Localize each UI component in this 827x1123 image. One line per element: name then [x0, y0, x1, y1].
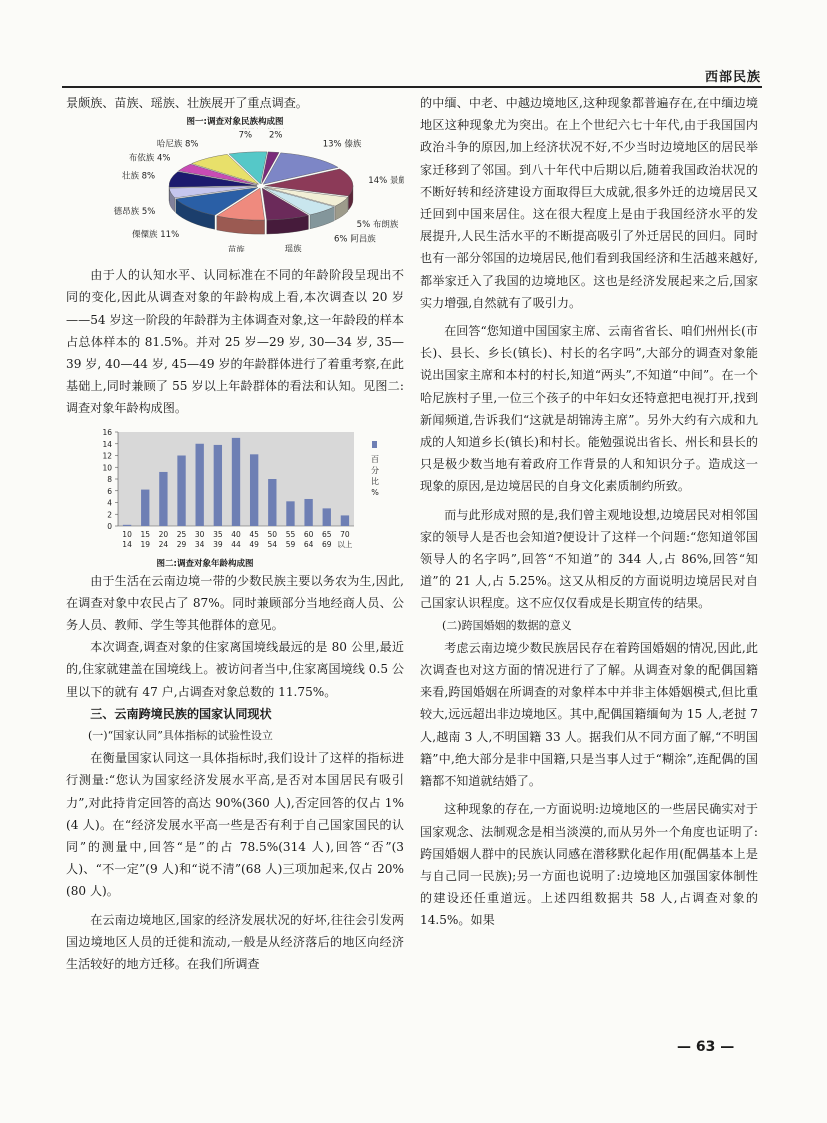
pie-label-name: 傣族: [344, 139, 362, 150]
figure-2: [66, 426, 404, 558]
x-tick-label: 40: [231, 529, 241, 539]
x-tick-label: 20: [158, 529, 169, 539]
paragraph: 由于生活在云南边境一带的少数民族主要以务农为生,因此,在调查对象中农民占了 87%。同时兼顾部分当地经商人员、公务人员、教师、学生等其他群体的意见。: [66, 573, 404, 633]
figure-1-caption: 图一:调查对象民族构成图: [186, 117, 284, 128]
pie-label-name: 哈尼族: [156, 139, 186, 150]
pie-label-percent: 7%: [238, 130, 253, 141]
bar: [286, 501, 294, 526]
pie-label: [323, 139, 362, 150]
pie-label: [157, 139, 199, 150]
x-tick-label: 35: [213, 529, 223, 539]
bar: [250, 454, 258, 526]
paragraph: 景颇族、苗族、瑶族、壮族展开了重点调查。: [66, 96, 308, 110]
pie-label: [368, 175, 404, 186]
pie-label-name: 苗族: [227, 245, 245, 253]
paragraph: 这种现象的存在,一方面说明:边境地区的一些居民确实对于国家观念、法制观念是相当淡漠的,而从另外一个角度也证明了:跨国婚姻人群中的民族认同感在潜移默化起作用(配偶基本上是与自己同一民族);另一方面也说明了:边境地区加强国家体制性的建设还任重道远。上述四组数据共 58 人,占调查对象的 14.5%。如果: [420, 802, 758, 928]
pie-label-name: 阿昌族: [350, 234, 376, 245]
pie-label: [357, 219, 399, 230]
x-tick-label: 50: [267, 529, 278, 539]
pie-label: [334, 234, 376, 245]
x-tick-label: 45: [249, 529, 259, 539]
x-tick-label: 49: [249, 539, 259, 549]
x-tick-label: 39: [213, 539, 223, 549]
x-tick-label: 64: [303, 539, 314, 549]
x-tick-label: 60: [303, 529, 314, 539]
subsection-heading: (二)跨国婚姻的数据的意义: [442, 618, 572, 632]
x-tick-label: 54: [267, 539, 278, 549]
x-tick-label: 65: [321, 529, 332, 539]
x-tick-label: 25: [176, 529, 187, 539]
legend-label: 比: [371, 476, 379, 486]
pie-label-percent: 6%: [334, 234, 351, 245]
paragraph: 在衡量国家认同这一具体指标时,我们设计了这样的指标进行测量:“您认为国家经济发展水平高,是否对本国居民有吸引力”,对此持肯定回答的高达 90%(360 人),否定回答的仅占 1%(4 人)。在“经济发展水平高一些是否有利于自己国家国民的认同”的测量中,回答“是”的占 78.5%(314 人),回答“否”(3 人)、“不一定”(9 人)和“说不清”(68 人)三项加起来,仅占 20%(80 人)。: [66, 751, 404, 899]
legend-label: 分: [371, 465, 379, 475]
y-tick-label: 6: [107, 486, 112, 496]
y-tick-label: 10: [102, 462, 112, 472]
bar: [214, 445, 222, 526]
pie-label-percent: 5%: [356, 220, 373, 231]
pie-label-name: 壮族: [121, 171, 142, 182]
pie-label-percent: 2%: [269, 130, 283, 141]
x-tick-label: 29: [176, 539, 187, 549]
pie-label: [114, 206, 156, 217]
x-tick-label: 44: [231, 539, 241, 549]
legend-label: %: [371, 487, 379, 497]
pie-label-name: 傈僳族: [132, 230, 161, 241]
x-tick-label: 24: [158, 539, 169, 549]
pie-label: [122, 171, 155, 182]
x-tick-label: 34: [194, 539, 205, 549]
pie-label-percent: 13%: [322, 139, 345, 150]
pie-label-name: 布朗族: [372, 220, 399, 231]
bar: [196, 443, 204, 525]
left-column: [66, 92, 404, 975]
x-tick-label: 59: [285, 539, 296, 549]
bar: [341, 515, 349, 526]
bar: [323, 508, 331, 526]
y-tick-label: 0: [107, 521, 112, 531]
bar: [268, 479, 276, 526]
pie-label-name: 瑶族: [284, 244, 302, 253]
paragraph: 在回答“您知道中国国家主席、云南省省长、咱们州州长(市长)、县长、乡长(镇长)、村长的名字吗”,大部分的调查对象能说出国家主席和本村的村长,知道“两头”,不知道“中间”。在一个哈尼族村子里,一位三个孩子的中年妇女还特意把电视打开,找到新闻频道,告诉我们“这就是胡锦涛主席”。另外大约有六成和九成的人知道乡长(镇长)和村长。能勉强说出省长、州长和县长的只是极少数当地有着政府工作背景的人和知识分子。造成这一现象的原因,是边境居民的自身文化素质制约所致。: [420, 324, 758, 494]
y-tick-label: 16: [102, 427, 112, 437]
pie-chart: [66, 128, 404, 252]
subsection-heading: (一)“国家认同”具体指标的试验性设立: [88, 729, 273, 743]
y-tick-label: 8: [107, 474, 112, 484]
pie-label-name: 景颇: [389, 176, 404, 187]
x-tick-label: 14: [122, 539, 132, 549]
legend-label: 百: [371, 454, 379, 464]
bar: [159, 472, 167, 526]
paragraph: 由于人的认知水平、认同标准在不同的年龄阶段呈现出不同的变化,因此从调查对象的年龄构成上看,本次调查以 20 岁——54 岁这一阶段的年龄群为主体调查对象,这一年龄段的样本占总体样本的 81.5%。并对 25 岁—29 岁, 30—34 岁, 35—39 岁, 40—44 岁, 45—49 岁的年龄群体进行了着重考察,在此基础上,同时兼顾了 55 岁以上年龄群体的看法和认知。见图二:调查对象年龄构成图。: [66, 268, 404, 416]
journal-name: 西部民族: [704, 70, 761, 85]
x-tick-label: 15: [140, 529, 151, 539]
x-tick-label: 30: [194, 529, 205, 539]
y-tick-label: 14: [102, 439, 112, 449]
pie-label-percent: 8%: [185, 139, 199, 150]
x-tick-label: 以上: [337, 539, 353, 549]
page-number: — 63 —: [677, 1039, 735, 1055]
bar: [141, 489, 149, 525]
bar: [123, 524, 131, 525]
bar: [177, 455, 185, 526]
bar-chart: [66, 426, 404, 558]
paragraph: 本次调查,调查对象的住家离国境线最远的是 80 公里,最近的,住家就建盖在国境线上。被访问者当中,住家离国境线 0.5 公里以下的就有 47 户,占调查对象总数的 11.75%。: [66, 640, 404, 699]
pie-label-percent: 14%: [368, 176, 390, 187]
paragraph: 考虑云南边境少数民族居民存在着跨国婚姻的情况,因此,此次调查也对这方面的情况进行了了解。从调查对象的配偶国籍来看,跨国婚姻在所调查的对象样本中并非主体婚姻模式,但比重较大,远远超出非边境地区。其中,配偶国籍缅甸为 15 人,老挝 7 人,越南 3 人,不明国籍 33 人。据我们从不同方面了解,“不明国籍”中,绝大部分是非中国籍,只是当事人过于“糊涂”,连配偶的国籍都不知道就结婚了。: [420, 640, 758, 789]
x-tick-label: 55: [285, 529, 296, 539]
pie-label: [132, 229, 179, 240]
pie-label-name: 德昂族: [113, 206, 142, 217]
x-tick-label: 19: [140, 539, 151, 549]
pie-label-percent: 4%: [156, 153, 171, 164]
header-rule: [62, 86, 762, 88]
section-heading: 三、云南跨境民族的国家认同现状: [90, 706, 272, 721]
right-column: [420, 92, 758, 932]
paragraph: 的中缅、中老、中越边境地区,这种现象都普遍存在,在中缅边境地区这种现象尤为突出。在上个世纪六七十年代,由于我国国内政治斗争的原因,加上经济状况不好,不少当时边境地区的居民举家迁移到了邻国。到八十年代中后期以后,随着我国政治状况的不断好转和经济建设方面取得巨大成就,很多外迁的边境居民又迁回到中国来居住。这在很大程度上是由于我国经济水平的发展提升,人民生活水平的不断提高吸引了外迁居民的回归。同时也有一部分邻国的边境居民,他们看到我国经济和生活越来越好,都举家迁入了我国的边境地区。这也是经济发展起来之后,国家实力增强,自然就有了吸引力。: [420, 96, 758, 310]
figure-1: [66, 128, 404, 252]
paragraph: 在云南边境地区,国家的经济发展状况的好坏,往往会引发两国边境地区人员的迁徙和流动,一般是从经济落后的地区向经济生活较好的地方迁移。在我们所调查: [66, 912, 404, 972]
paragraph: 而与此形成对照的是,我们曾主观地设想,边境居民对相邻国家的领导人是否也会知道?便设计了这样一个问题:“您知道邻国领导人的名字吗”,回答“不知道”的 344 人,占 86%,回答“知道”的 21 人,占 5.25%。这又从相反的方面说明边境居民对自己国家认识程度。这不应仅仅看成是长期宣传的结果。: [420, 507, 758, 611]
bar: [304, 499, 312, 526]
bar: [232, 438, 240, 526]
y-tick-label: 12: [102, 451, 112, 461]
legend-swatch: [372, 441, 377, 448]
x-tick-label: 10: [122, 529, 132, 539]
y-tick-label: 2: [107, 509, 112, 519]
pie-label-percent: 8%: [141, 171, 156, 182]
pie-label-percent: 11%: [160, 230, 180, 241]
figure-2-caption: 图二:调查对象年龄构成图: [156, 558, 254, 569]
pie-label: [129, 153, 171, 164]
y-tick-label: 4: [107, 498, 112, 508]
x-tick-label: 70: [340, 529, 350, 539]
pie-label-name: 布依族: [128, 153, 157, 164]
pie-label-percent: 5%: [141, 206, 156, 217]
x-tick-label: 69: [321, 539, 332, 549]
